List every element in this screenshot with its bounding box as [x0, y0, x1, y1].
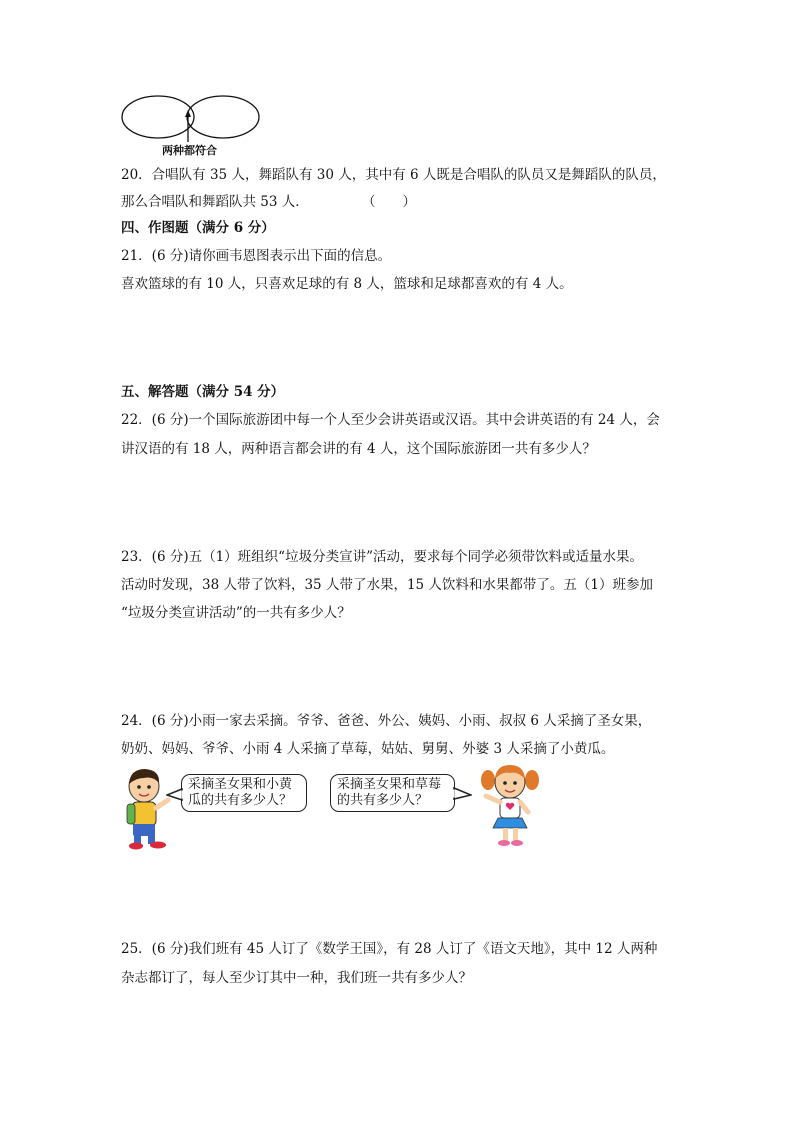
bubble-right-line1: 采摘圣女果和草莓 [337, 777, 442, 792]
girl-skirt [493, 818, 527, 828]
venn-right-ellipse [187, 96, 259, 138]
bubble-right-tail [452, 787, 472, 801]
venn-left-ellipse [122, 96, 194, 138]
speech-bubble-left [181, 774, 307, 812]
q21-line1: 21．(6 分)请你画韦恩图表示出下面的信息。 [121, 248, 392, 264]
girl-shoe-right [511, 840, 523, 846]
girl-pigtail-left [481, 770, 495, 790]
girl-illustration [478, 762, 542, 850]
q25-line2: 杂志都订了，每人至少订其中一种，我们班一共有多少人？ [121, 970, 472, 986]
bubble-left-line2: 瓜的共有多少人？ [188, 793, 293, 808]
bubble-right-line2: 的共有多少人？ [337, 793, 429, 808]
boy-illustration [118, 766, 180, 850]
bubble-left-line1: 采摘圣女果和小黄 [188, 777, 293, 792]
girl-pigtail-right [525, 770, 539, 790]
boy-shoe-left [129, 843, 143, 850]
q20-answer-blank[interactable]: （ ） [362, 194, 416, 210]
q20-line1: 20．合唱队有 35 人，舞蹈队有 30 人，其中有 6 人既是合唱队的队员又是舞蹈队的队员， [121, 167, 666, 183]
q20-line2: 那么合唱队和舞蹈队共 53 人． [121, 194, 309, 210]
section4-title: 四、作图题（满分 6 分） [121, 220, 275, 236]
q22-line1: 22．(6 分)一个国际旅游团中每一个人至少会讲英语或汉语。其中会讲英语的有 24 人，会 [121, 412, 660, 428]
q23-line2: 活动时发现，38 人带了饮料，35 人带了水果，15 人饮料和水果都带了。五（1）班参加 [121, 577, 653, 593]
q21-line2: 喜欢篮球的有 10 人，只喜欢足球的有 8 人，篮球和足球都喜欢的有 4 人。 [121, 276, 573, 292]
boy-shirt [132, 802, 156, 826]
q24-line2: 奶奶、妈妈、爷爷、小雨 4 人采摘了草莓，姑姑、舅舅、外婆 3 人采摘了小黄瓜。 [121, 741, 615, 757]
boy-backpack-strap [127, 804, 135, 824]
q24-line1: 24．(6 分)小雨一家去采摘。爷爷、爸爸、外公、姨妈、小雨、叔叔 6 人采摘了圣女果， [121, 713, 652, 729]
speech-bubble-right [330, 774, 455, 812]
section5-title: 五、解答题（满分 54 分） [121, 384, 285, 400]
q25-line1: 25．(6 分)我们班有 45 人订了《数学王国》，有 28 人订了《语文天地》，其中 12 人两种 [121, 941, 658, 957]
q22-line2: 讲汉语的有 18 人，两种语言都会讲的有 4 人，这个国际旅游团一共有多少人？ [121, 441, 596, 457]
q23-line1: 23．(6 分)五（1）班组织“垃圾分类宣讲”活动，要求每个同学必须带饮料或适量水果。 [121, 549, 643, 565]
girl-shoe-left [498, 840, 510, 846]
q23-line3: “垃圾分类宣讲活动”的一共有多少人？ [121, 605, 351, 621]
boy-shoe-right [150, 842, 166, 849]
venn-label: 两种都符合 [162, 144, 217, 157]
bubble-left-tail [166, 788, 184, 802]
venn-arrow-head [185, 110, 191, 117]
